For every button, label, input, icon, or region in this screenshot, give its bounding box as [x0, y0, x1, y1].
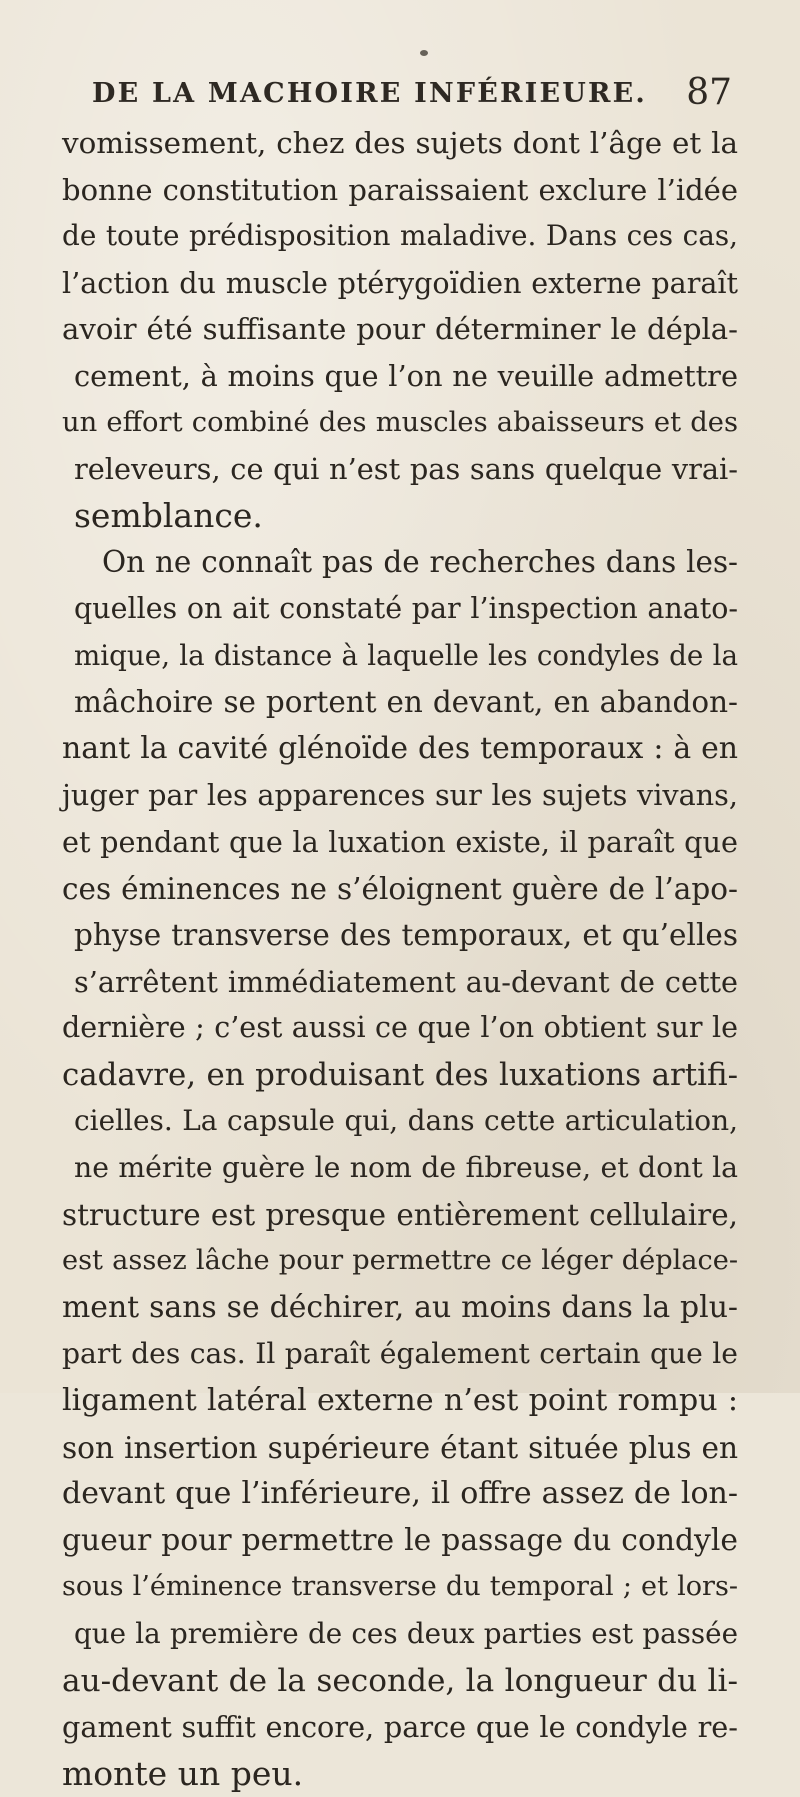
text-line: s’arrêtent immédiatement au-devant de cette — [74, 964, 738, 999]
text-line: physe transverse des temporaux, et qu’elles — [74, 918, 738, 953]
text-line: part des cas. Il paraît également certain que le — [62, 1337, 738, 1371]
text-line: bonne constitution paraissaient exclure l’idée — [62, 172, 738, 207]
text-line: cement, à moins que l’on ne veuille admettre — [74, 358, 738, 393]
text-line: au-devant de la seconde, la longueur du li- — [62, 1662, 738, 1699]
text-line: et pendant que la luxation existe, il paraît que — [62, 824, 738, 859]
page-number: 87 — [686, 72, 732, 113]
text-line: que la première de ces deux parties est passée — [74, 1617, 738, 1650]
text-line: est assez lâche pour permettre ce léger déplace- — [62, 1245, 738, 1277]
text-line: l’action du muscle ptérygoïdien externe paraît — [62, 265, 738, 300]
text-line: monte un peu. — [62, 1753, 304, 1793]
text-line: son insertion supérieure étant située plus en — [62, 1430, 738, 1465]
text-line: un effort combiné des muscles abaisseurs et des — [62, 406, 738, 438]
text-line: devant que l’inférieure, il offre assez de lon- — [62, 1476, 738, 1512]
text-line: juger par les apparences sur les sujets vivans, — [62, 778, 738, 813]
page-header — [92, 72, 732, 124]
text-line: gament suffit encore, parce que le condyle re- — [62, 1710, 738, 1745]
text-line: mique, la distance à laquelle les condyles de la — [74, 638, 738, 672]
text-line: ment sans se déchirer, au moins dans la plu- — [62, 1289, 738, 1325]
text-line: mâchoire se portent en devant, en abandon- — [74, 685, 738, 720]
text-line: structure est presque entièrement cellulaire, — [62, 1197, 738, 1232]
text-line: releveurs, ce qui n’est pas sans quelque vrai- — [74, 452, 738, 487]
text-line: semblance. — [74, 495, 263, 535]
text-line: de toute prédisposition maladive. Dans ces cas, — [62, 219, 738, 253]
text-line: cielles. La capsule qui, dans cette articulation, — [74, 1104, 738, 1138]
text-line: avoir été suffisante pour déterminer le dépla- — [62, 312, 738, 347]
text-line: gueur pour permettre le passage du condyle — [62, 1522, 738, 1558]
body-text — [62, 120, 738, 1797]
ink-speck — [420, 50, 428, 56]
text-line: ne mérite guère le nom de fibreuse, et dont la — [74, 1151, 738, 1185]
text-line: ces éminences ne s’éloignent guère de l’apo- — [62, 871, 738, 906]
text-line: vomissement, chez des sujets dont l’âge et la — [62, 126, 738, 160]
text-line: dernière ; c’est aussi ce que l’on obtient sur le — [62, 1011, 738, 1045]
text-line: ligament latéral externe n’est point rompu : — [62, 1383, 738, 1419]
text-line: cadavre, en produisant des luxations artifi- — [62, 1056, 738, 1093]
text-line: nant la cavité glénoïde des temporaux : à en — [62, 730, 738, 766]
running-title: DE LA MACHOIRE INFÉRIEURE. — [92, 78, 647, 109]
text-line: quelles on ait constaté par l’inspection anato- — [74, 591, 738, 625]
text-line: sous l’éminence transverse du temporal ; et lors- — [62, 1571, 738, 1603]
text-line: On ne connaît pas de recherches dans les- — [102, 545, 738, 580]
